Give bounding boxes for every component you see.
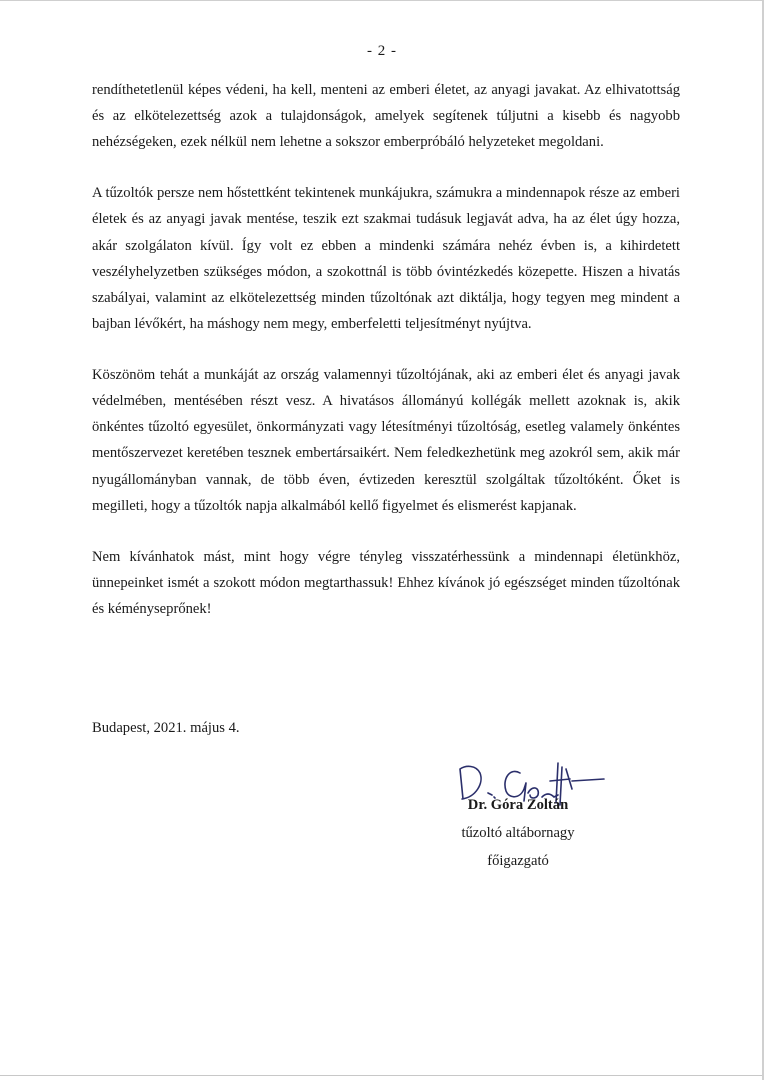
- signer-name: Dr. Góra Zoltán: [467, 797, 569, 813]
- paragraph-1: rendíthetetlenül képes védeni, ha kell, menteni az emberi életet, az anyagi javakat. Az elhivatottság és az elkötelezettség azok a tulajdonságok, amelyek segítenek túljutni a kisebb és nagyobb nehézségeken, ezek nélkül nem lehetne a sokszor emberpróbáló helyzeteket megoldani.: [92, 82, 680, 151]
- letter-body: [92, 77, 680, 647]
- signer-rank: tűzoltó altábornagy: [461, 825, 575, 841]
- dateline: Budapest, 2021. május 4.: [92, 720, 240, 736]
- signer-role: főigazgató: [487, 853, 549, 869]
- page-bottom-edge: [0, 1075, 762, 1076]
- paragraph-3: Köszönöm tehát a munkáját az ország valamennyi tűzoltójának, aki az emberi élet és anyagi javak védelmében, mentésében részt vesz. A hivatásos állományú kollégák mellett azoknak is, akik önkéntes tűzoltó egyesület, önkormányzati vagy létesítményi tűzoltóság, esetleg valamely önkéntes mentőszervezet keretében tesznek embertársaikért. Nem feledkezhetünk meg azokról sem, akik már nyugállományban vannak, de több éven, évtizeden keresztül szolgáltak tűzoltóként. Őket is megilleti, hogy a tűzoltók napja alkalmából kellő figyelmet és elismerést kapjanak.: [92, 366, 680, 514]
- paragraph-2: A tűzoltók persze nem hőstettként tekintenek munkájukra, számukra a mindennapok része az emberi életek és az anyagi javak mentése, teszik ezt szakmai tudásuk legjavát adva, ha az élet úgy hozza, akár szolgálaton kívül. Így volt ez ebben a mindenki számára nehéz évben is, a kihirdetett veszélyhelyzetben szükséges módon, a szokottnál is több óvintézkedés közepette. Hiszen a hivatás szabályai, valamint az elkötelezettség minden tűzoltónak azt diktálja, hogy tegyen meg mindent a bajban lévőkért, ha máshogy nem megy, emberfeletti teljesítményt nyújtva.: [92, 185, 680, 333]
- page-number: - 2 -: [367, 43, 397, 59]
- paragraph-4: Nem kívánhatok mást, mint hogy végre tényleg visszatérhessünk a mindennapi életünkhöz, ünnepeinket ismét a szokott módon megtarthassuk! Ehhez kívánok jó egészséget minden tűzoltónak és kéményseprőnek!: [92, 548, 680, 617]
